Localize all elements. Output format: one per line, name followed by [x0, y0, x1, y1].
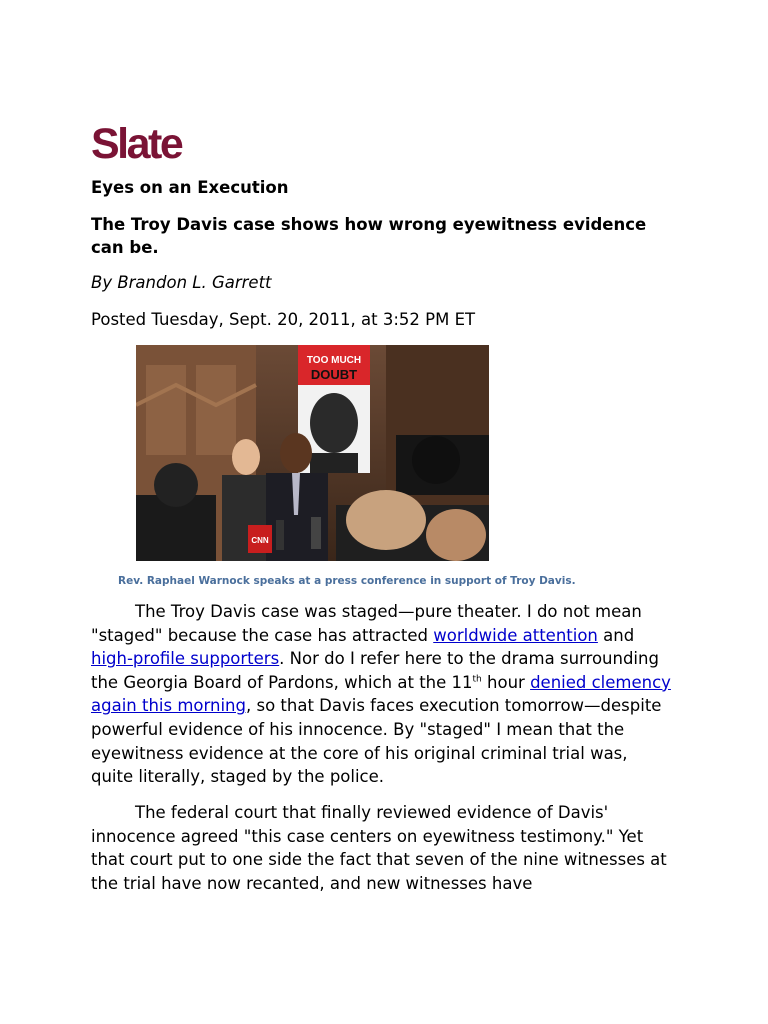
article-deck: The Troy Davis case shows how wrong eyewitness evidence can be.	[91, 215, 647, 257]
poster-text-1: TOO MUCH	[306, 355, 362, 366]
article-paragraph-1	[91, 600, 671, 789]
posted-date: Posted Tuesday, Sept. 20, 2011, at 3:52 PM ET	[91, 310, 476, 329]
press-conference-illustration	[136, 345, 489, 561]
mic-flag-label: CNN	[251, 536, 269, 545]
high-profile-supporters-link[interactable]: high-profile supporters	[91, 649, 280, 669]
p1-text-5: , so that Davis faces execution tomorrow—despite powerful evidence of his innocence. By "staged" I mean that the eyewitness evidence at the core of his original criminal trial was, quite literally, staged by the police.	[91, 696, 662, 787]
p1-text-1: The Troy Davis case was staged—pure theater. I do not mean "staged" because the case has attracted	[91, 602, 642, 645]
p1-text-3: . Nor do I refer here to the drama surrounding the Georgia Board of Pardons, which at the 11	[91, 649, 659, 692]
article-byline: By Brandon L. Garrett	[91, 273, 272, 292]
worldwide-attention-link[interactable]: worldwide attention	[433, 625, 598, 645]
denied-clemency-link[interactable]: denied clemency again this morning	[91, 672, 671, 716]
photo-caption: Rev. Raphael Warnock speaks at a press conference in support of Troy Davis.	[118, 575, 576, 587]
article-paragraph-2	[91, 801, 671, 895]
p1-superscript: th	[472, 674, 482, 685]
p1-text-4: hour	[481, 672, 531, 692]
p2-text: The federal court that finally reviewed evidence of Davis' innocence agreed "this case centers on eyewitness testimony." Yet that court put to one side the fact that seven of the nine witnesses at the trial have now recanted, and new witnesses have	[91, 803, 667, 893]
article-headline: Eyes on an Execution	[91, 178, 289, 197]
p1-text-2: and	[597, 625, 635, 645]
slate-logo[interactable]: Slate	[91, 120, 182, 168]
poster-text-2: DOUBT	[310, 367, 358, 382]
press-conference-photo	[136, 345, 489, 561]
